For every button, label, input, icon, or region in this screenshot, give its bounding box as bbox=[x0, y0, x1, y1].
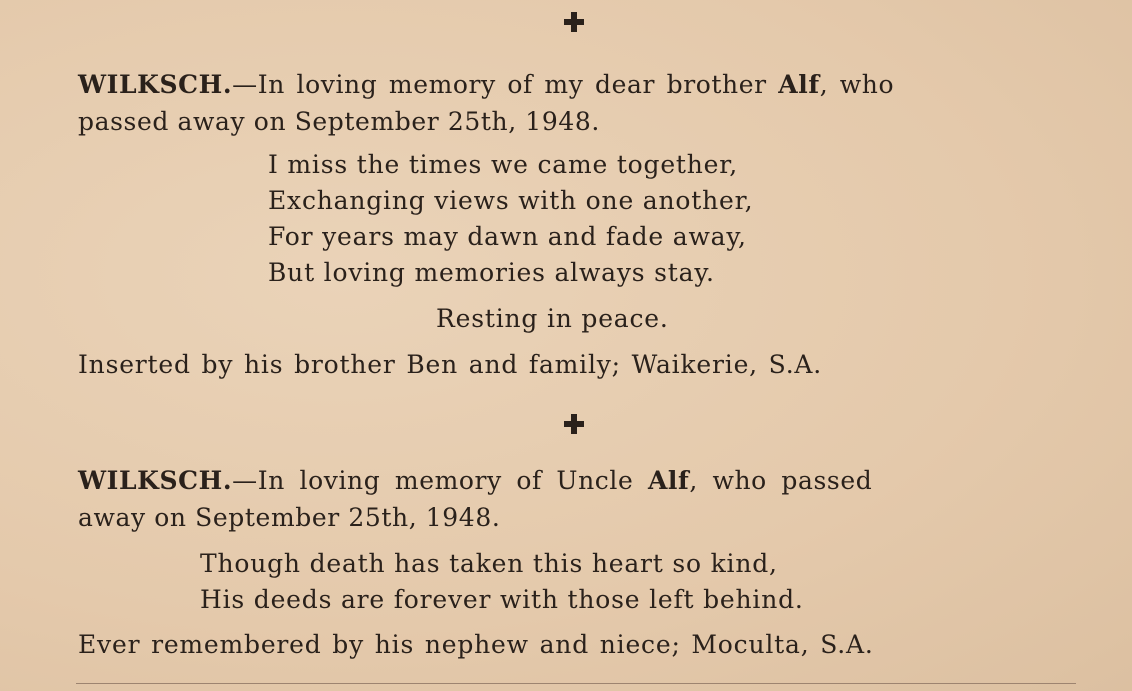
notice-1-closing: Resting in peace. bbox=[436, 304, 669, 333]
verse-line: I miss the times we came together, bbox=[268, 150, 739, 179]
notice-1-heading bbox=[78, 66, 1078, 140]
notice-2-name: Alf bbox=[647, 466, 690, 495]
notice-2-inserted-by: Ever remembered by his nephew and niece; Moculta, S.A. bbox=[78, 630, 874, 659]
cross-icon bbox=[563, 11, 585, 33]
notice-2-intro: —In loving memory of Uncle bbox=[232, 466, 648, 495]
cross-icon bbox=[563, 413, 585, 435]
verse-line: His deeds are forever with those left behind. bbox=[200, 585, 804, 614]
notice-1-verse bbox=[268, 147, 753, 291]
notice-1-inserted-by: Inserted by his brother Ben and family; Waikerie, S.A. bbox=[78, 350, 823, 379]
notice-1-intro: —In loving memory of my dear brother bbox=[232, 70, 779, 99]
notice-2-verse bbox=[200, 546, 804, 618]
verse-line: But loving memories always stay. bbox=[268, 258, 715, 287]
notice-2-intro-line2: away on September 25th, 1948. bbox=[78, 503, 501, 532]
bottom-rule bbox=[76, 683, 1076, 684]
notice-2-surname: WILKSCH. bbox=[78, 466, 233, 495]
notice-1-name: Alf bbox=[778, 70, 820, 99]
notice-2-heading bbox=[78, 462, 1078, 536]
notice-1-intro-after: , who bbox=[819, 70, 895, 99]
verse-line: For years may dawn and fade away, bbox=[268, 222, 747, 251]
verse-line: Exchanging views with one another, bbox=[268, 186, 754, 215]
notice-1-intro-line2: passed away on September 25th, 1948. bbox=[78, 107, 600, 136]
notice-1-surname: WILKSCH. bbox=[78, 70, 233, 99]
verse-line: Though death has taken this heart so kind, bbox=[200, 549, 778, 578]
notice-2-intro-after: , who passed bbox=[689, 466, 873, 495]
